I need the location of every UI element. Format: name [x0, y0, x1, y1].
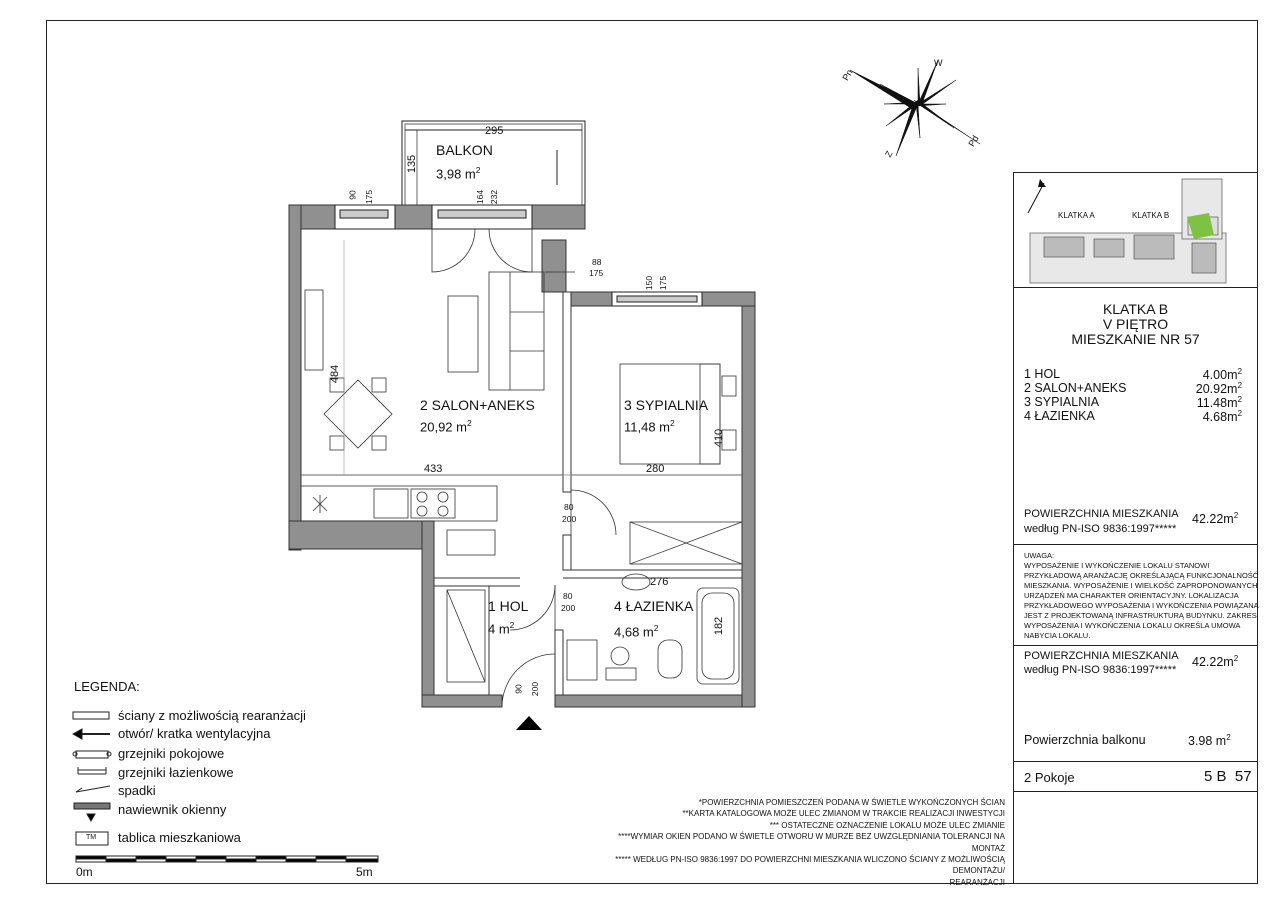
- room-balkon-area: 3,98 $m^2$: [436, 165, 481, 182]
- panel-balkon-label: Powierzchnia balkonu: [1024, 733, 1146, 747]
- uwaga-line: URZĄDZEŃ MA CHARAKTER ORIENTACYJNY. LOKALIZACJA: [1024, 591, 1239, 600]
- panel-balkon-value: 3.98 $m^2$: [1188, 733, 1231, 749]
- dim-lazienka-depth: 182: [713, 616, 726, 636]
- scale-end: 5m: [356, 865, 373, 879]
- dim-salon-depth: 484: [329, 364, 342, 384]
- dim-balkon-depth: 135: [406, 154, 419, 174]
- walls: [289, 205, 755, 707]
- dim-door1-w: 80: [564, 502, 574, 512]
- uwaga-title: UWAGA:: [1024, 551, 1055, 560]
- legend-item: grzejniki łazienkowe: [118, 765, 234, 780]
- dim-door3-w: 90: [513, 684, 524, 694]
- room-lazienka-name: 4 ŁAZIENKA: [614, 598, 694, 614]
- room-salon-name: 2 SALON+ANEKS: [420, 397, 535, 413]
- panel-title-1: KLATKA B: [1102, 301, 1169, 317]
- uwaga-line: PRZYKŁADOWĄ ARANŻACJĘ OKREŚLAJĄCĄ FUNKCJONALNOŚĆ: [1024, 571, 1259, 580]
- panel-room-row: 2 SALON+ANEKS $20.92m^2$: [1024, 381, 1242, 397]
- uwaga-line: NABYCIA LOKALU.: [1024, 631, 1091, 640]
- footnote-line: *** OSTATECZNE OZNACZENIE LOKALU MOŻE ULEC ZMIANIE: [769, 820, 1005, 830]
- room-hol-name: 1 HOL: [488, 598, 529, 614]
- panel-pow1-label: POWIERZCHNIA MIESZKANIA: [1024, 508, 1179, 520]
- footnote-line: ****WYMIAR OKIEN PODANO W ŚWIETLE OTWORU W MURZE BEZ UWZGLĘDNIANIA TOLERANCJI NA MONTAŻ: [618, 832, 1005, 853]
- dim-window3-w: 150: [644, 275, 655, 291]
- panel-pow1-norm: według PN-ISO 9836:1997*****: [1024, 523, 1177, 535]
- compass-pd: Pd: [966, 133, 981, 149]
- compass-rose: [850, 60, 980, 156]
- panel-pow2-label: POWIERZCHNIA MIESZKANIA: [1024, 650, 1179, 662]
- room-hol-area: 4 $m^2$: [488, 620, 515, 637]
- dim-door1-h: 200: [562, 514, 577, 524]
- footnotes: [585, 797, 1005, 888]
- legend-item: otwór/ kratka wentylacyjna: [118, 726, 271, 741]
- dim-window1-h: 175: [364, 189, 375, 205]
- legend-item: spadki: [118, 783, 156, 798]
- footnote-line: **KARTA KATALOGOWA MOŻE ULEC ZMIANOM W TRAKCIE REALIZACJI INWESTYCJI: [682, 809, 1005, 819]
- panel-title-3: MIESZKANIE NR 57: [1071, 331, 1200, 347]
- partitions: [301, 292, 742, 695]
- dim-shaft-h: 175: [589, 268, 604, 278]
- dim-lazienka-width: 276: [650, 576, 669, 588]
- dim-balkon-width: 295: [485, 125, 504, 137]
- info-panel: [1013, 172, 1258, 884]
- dim-window3-h: 175: [658, 275, 669, 291]
- legend-title: LEGENDA:: [74, 679, 140, 694]
- footnote-line: REARANŻACJI: [949, 877, 1005, 887]
- dim-door2-w: 80: [563, 591, 573, 601]
- panel-room-row: 4 ŁAZIENKA $4.68m^2$: [1024, 409, 1242, 425]
- panel-code: 5 B 57: [1204, 768, 1252, 785]
- panel-pow2-norm: według PN-ISO 9836:1997*****: [1024, 664, 1177, 676]
- compass-w: W: [934, 58, 943, 68]
- entrance-arrow: [516, 716, 542, 730]
- dim-door3-h: 200: [530, 681, 541, 697]
- panel-room-row: 3 SYPIALNIA $11.48m^2$: [1024, 395, 1242, 411]
- dim-window1-w: 90: [347, 190, 358, 200]
- compass-pn: Pn: [840, 67, 855, 83]
- panel-pow2-value: $42.22m^2$: [1192, 654, 1239, 670]
- windows: [335, 205, 702, 306]
- furniture: [301, 272, 742, 684]
- dimension-lines: [301, 240, 742, 475]
- compass-z: Z: [883, 149, 895, 159]
- dim-sypialnia-depth: 410: [713, 428, 726, 448]
- panel-pow1-value: $42.22m^2$: [1192, 511, 1239, 527]
- room-lazienka-area: 4,68 $m^2$: [614, 623, 659, 640]
- scale-start: 0m: [76, 865, 93, 879]
- key-plan: [1014, 173, 1257, 287]
- legend-item: tablica mieszkaniowa: [118, 830, 241, 845]
- room-balkon-name: BALKON: [436, 142, 493, 158]
- panel-pokoje: 2 Pokoje: [1024, 770, 1075, 785]
- dim-salon-width: 433: [424, 463, 443, 475]
- uwaga-line: JEST Z PROJEKTOWANĄ INFRASTRUKTURĄ BUDYNKU. ZAKRES: [1024, 611, 1257, 620]
- dim-window2-w: 164: [475, 189, 486, 205]
- dim-sypialnia-width: 280: [646, 463, 665, 475]
- legend-item: nawiewnik okienny: [118, 802, 227, 817]
- keyplan-klatka-b: KLATKA B: [1132, 211, 1170, 220]
- dim-shaft-w: 88: [592, 257, 602, 267]
- panel-title-2: V PIĘTRO: [1102, 316, 1169, 332]
- room-sypialnia-name: 3 SYPIALNIA: [624, 397, 709, 413]
- dim-window2-h: 232: [489, 189, 500, 205]
- legend-item: ściany z możliwością rearanżacji: [118, 708, 306, 723]
- uwaga-line: WYPOSAŻENIA I WYKOŃCZENIA LOKALU OKREŚLA UMOWA: [1024, 621, 1241, 630]
- room-salon-area: 20,92 $m^2$: [420, 418, 472, 435]
- uwaga-line: WYPOSAŻENIE I WYKOŃCZENIE LOKALU STANOWI: [1024, 561, 1210, 570]
- footnote-line: *POWIERZCHNIA POMIESZCZEŃ PODANA W ŚWIETLE WYKOŃCZONYCH ŚCIAN: [698, 798, 1005, 807]
- uwaga-line: MIESZKANIA. WYPOSAŻENIE I WIELKOŚĆ ZAPROPONOWANYCH: [1024, 581, 1258, 590]
- room-sypialnia-area: 11,48 $m^2$: [624, 418, 675, 435]
- footnote-line: ***** WEDŁUG PN-ISO 9836:1997 DO POWIERZCHNI MIESZKANIA WLICZONO ŚCIANY Z MOŻLIWOŚCIĄ DEMONTAŻU/: [615, 855, 1005, 876]
- legend-tm: TM: [86, 834, 97, 841]
- uwaga-line: PRZYKŁADOWEGO WYPOSAŻENIA I WYKOŃCZENIA POWIĄZANA: [1024, 601, 1259, 610]
- keyplan-klatka-a: KLATKA A: [1058, 211, 1095, 220]
- legend-item: grzejniki pokojowe: [118, 746, 225, 761]
- panel-room-row: 1 HOL $4.00m^2$: [1024, 367, 1242, 383]
- dim-door2-h: 200: [561, 603, 576, 613]
